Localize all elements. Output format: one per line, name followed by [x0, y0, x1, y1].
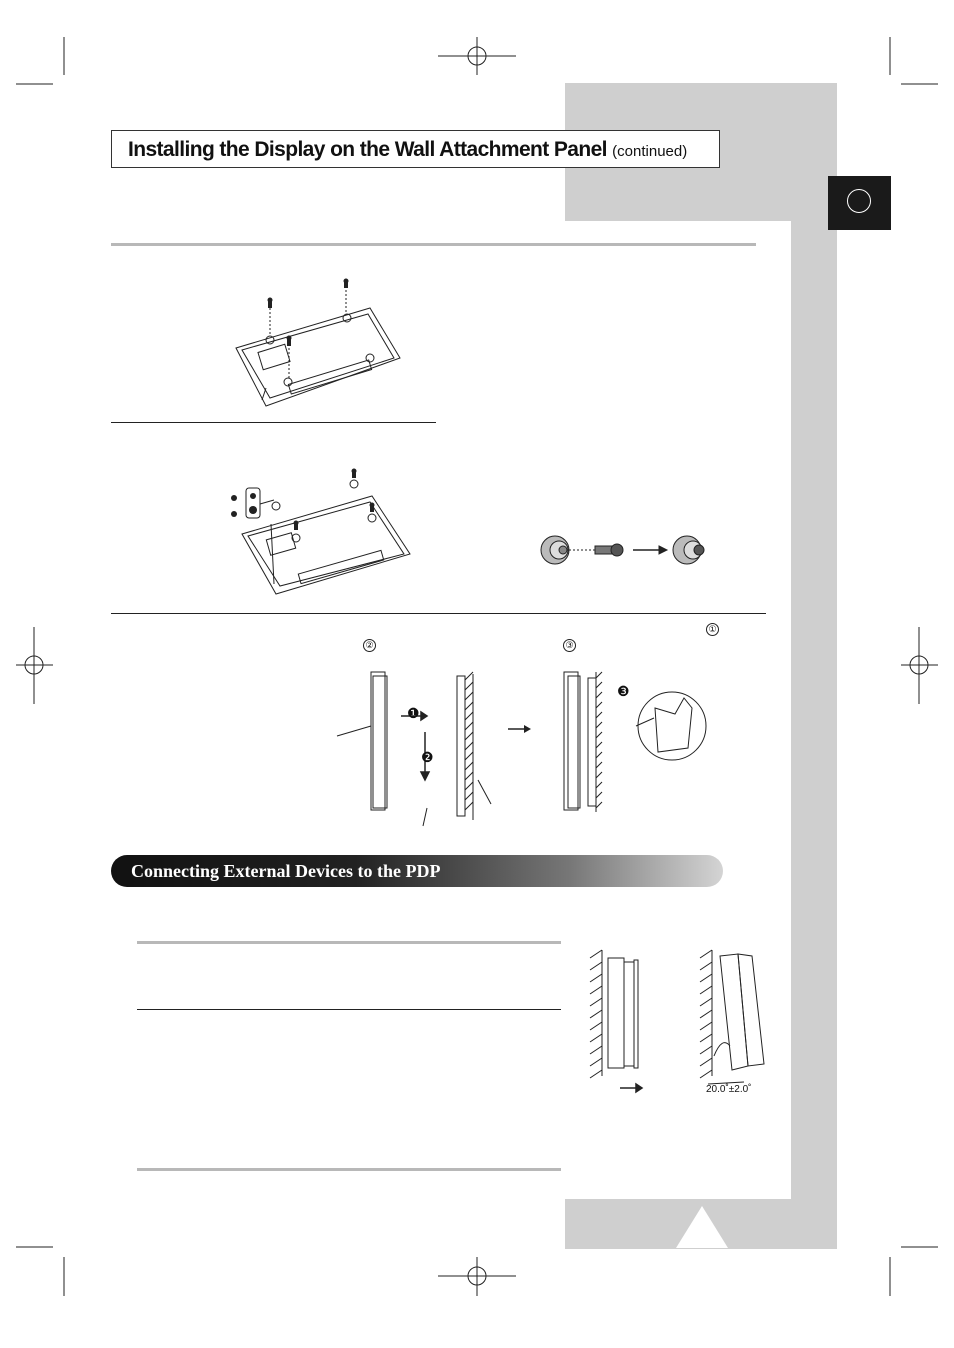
section-header-bar	[111, 855, 723, 887]
language-tab	[828, 176, 891, 230]
page-title	[128, 138, 687, 162]
callout-1: ❶	[407, 705, 420, 721]
divider-top	[111, 243, 756, 246]
page-title-suffix: (continued)	[612, 143, 688, 160]
step-2-marker: ②	[363, 639, 376, 652]
panel-rear-screws-illustration	[230, 278, 410, 418]
display-upright-illustration	[586, 946, 656, 1096]
tilt-angle-label: 20.0˚±2.0˚	[706, 1084, 752, 1095]
divider-step2	[111, 613, 766, 614]
next-arrow-icon	[508, 724, 532, 734]
divider-lower-1	[137, 941, 561, 944]
callout-2: ❷	[421, 749, 434, 765]
divider-lower-3	[137, 1168, 561, 1171]
panel-spacers-illustration	[226, 466, 426, 606]
spacer-screw-assembly-illustration	[535, 528, 725, 578]
section-header-title: Connecting External Devices to the PDP	[131, 861, 441, 881]
side-tab-right	[791, 83, 837, 1249]
divider-step1	[111, 422, 436, 423]
display-tilted-illustration	[694, 946, 774, 1096]
page-up-triangle-icon	[672, 1203, 732, 1253]
page-title-text: Installing the Display on the Wall Attachment Panel	[128, 138, 607, 161]
language-circle-icon	[847, 189, 871, 213]
divider-lower-2	[137, 1009, 561, 1010]
hang-display-illustration	[335, 660, 505, 830]
page-title-box	[111, 130, 720, 168]
step-1-marker: ①	[706, 623, 719, 636]
step-3-marker: ③	[563, 639, 576, 652]
mounted-display-detail-illustration	[560, 668, 710, 818]
callout-3: ❸	[617, 683, 630, 699]
